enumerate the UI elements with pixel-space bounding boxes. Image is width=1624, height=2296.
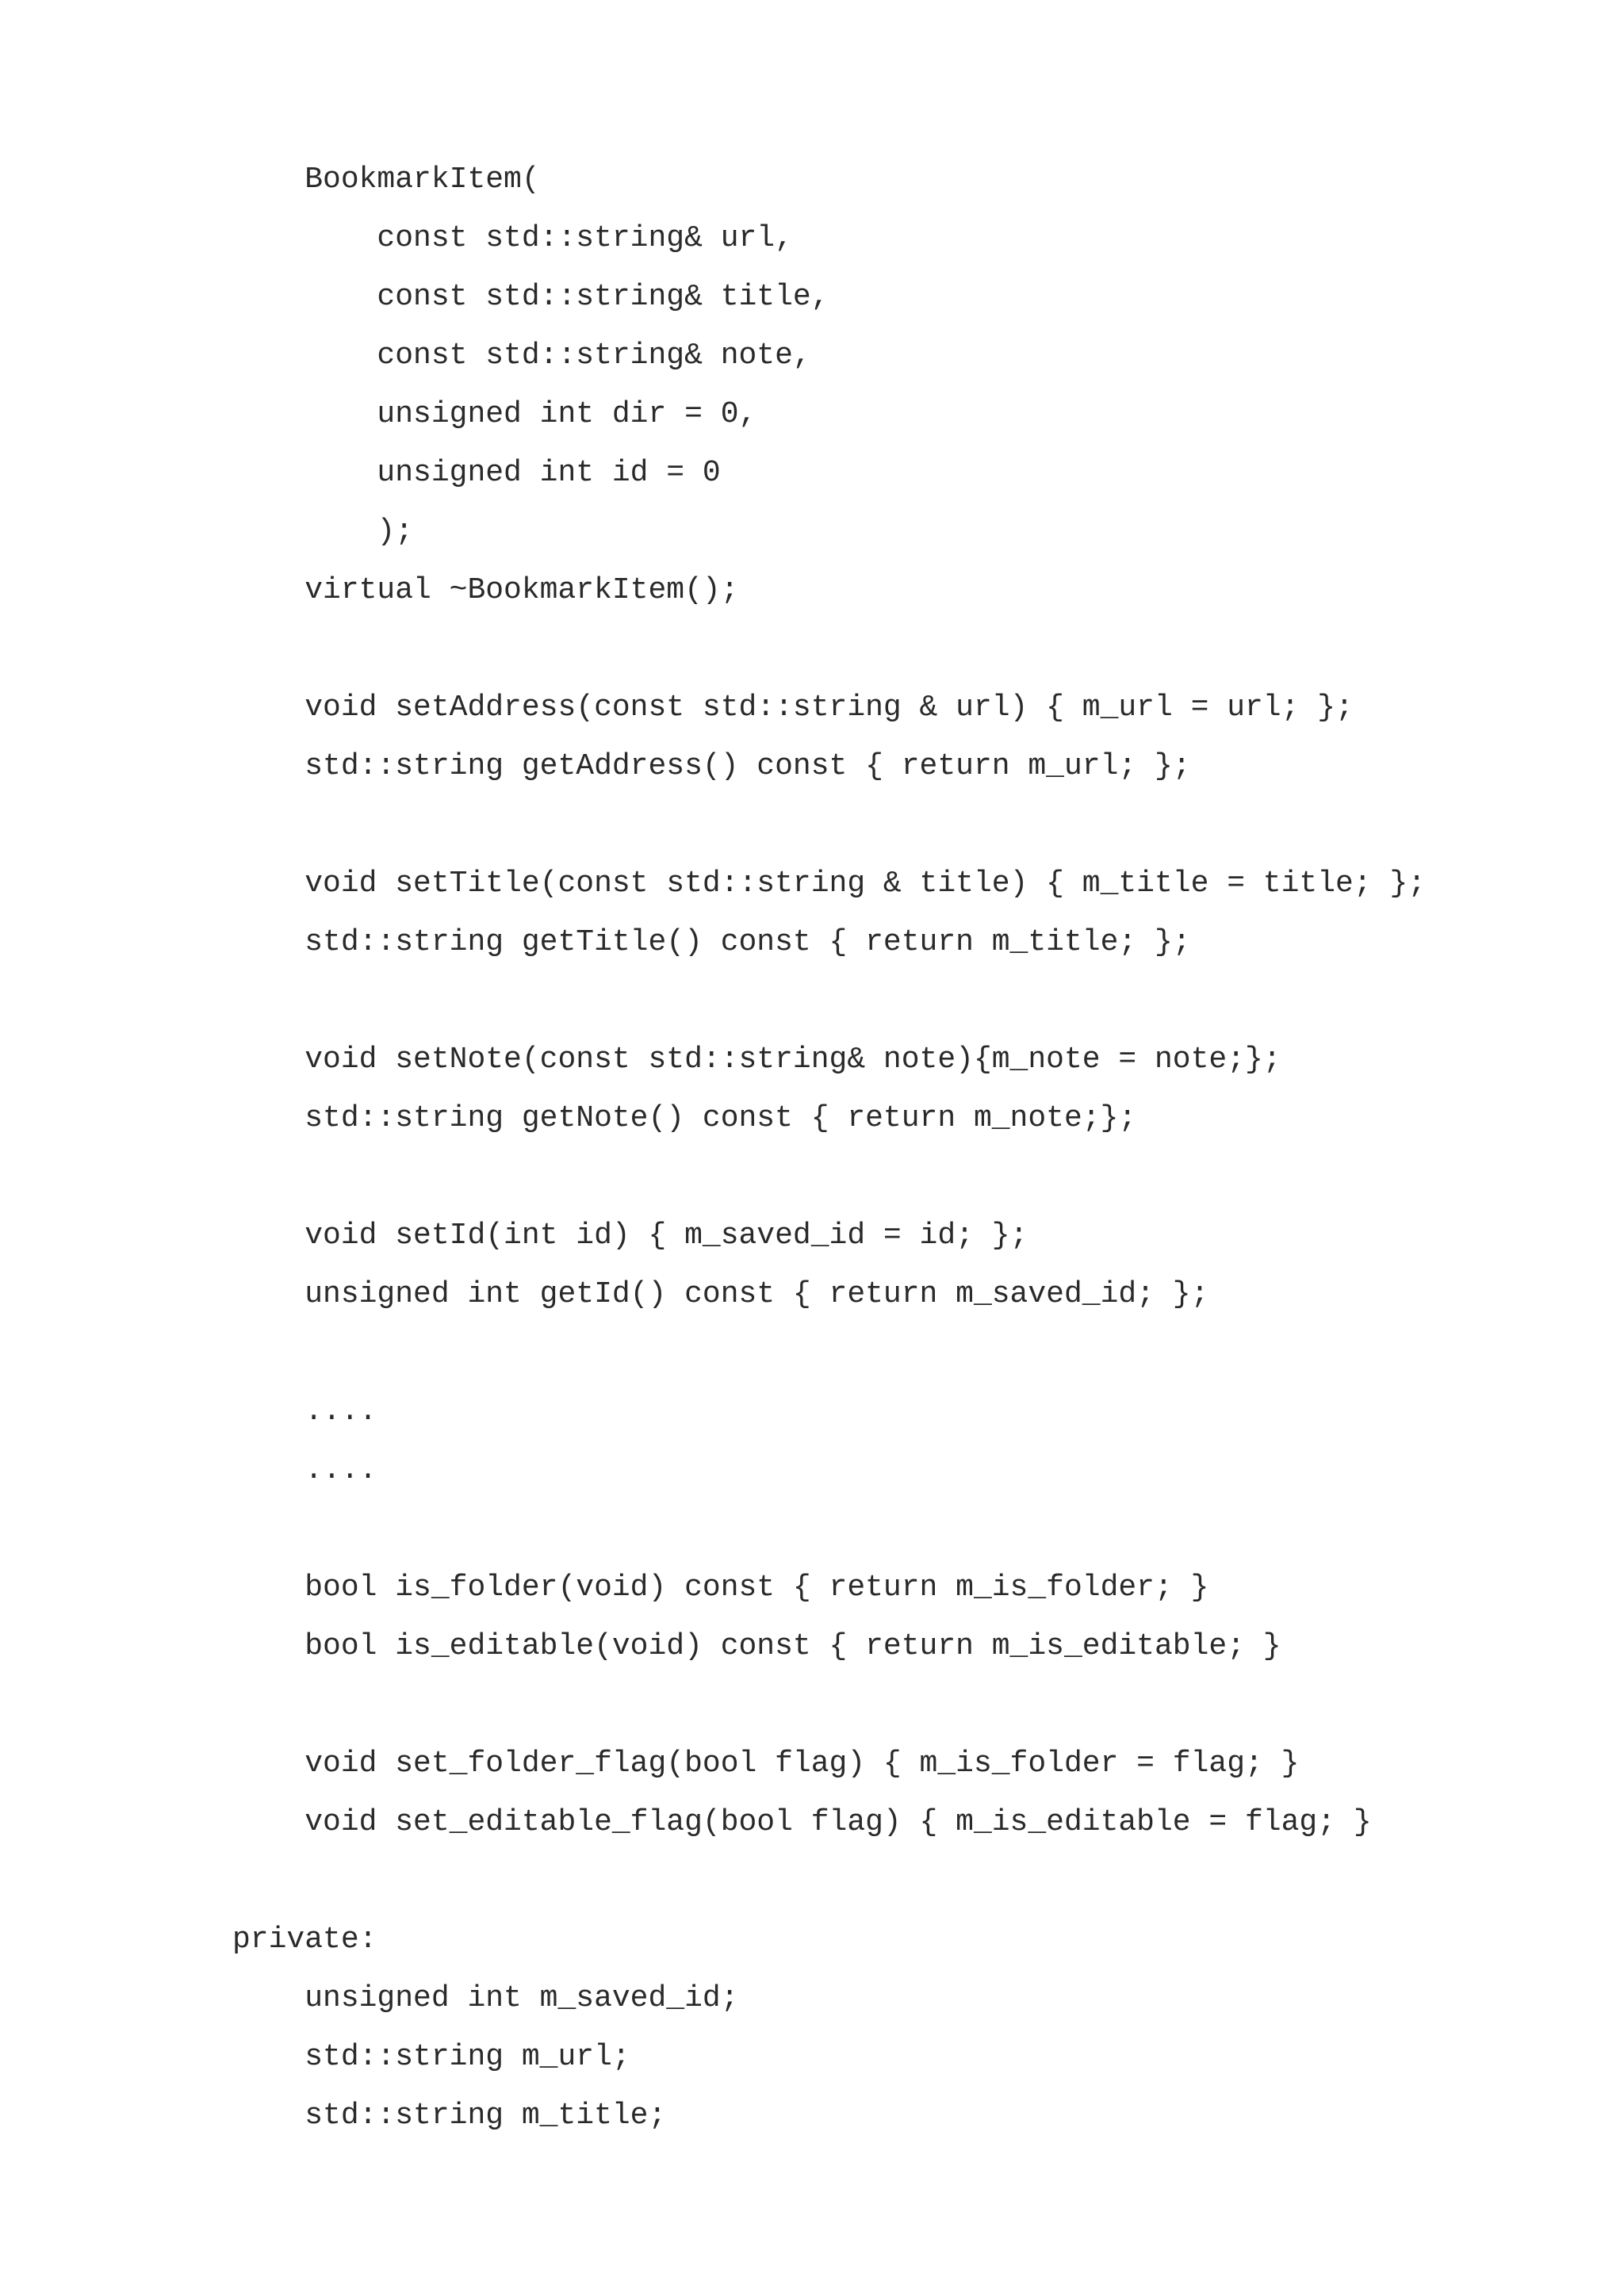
code-line bbox=[232, 1148, 1426, 1207]
code-line: void setId(int id) { m_saved_id = id; }; bbox=[232, 1219, 1028, 1253]
code-line: ); bbox=[232, 515, 414, 549]
code-line bbox=[232, 1852, 1426, 1911]
code-line: const std::string& title, bbox=[232, 280, 829, 314]
code-line: void setAddress(const std::string & url) { m_url = url; }; bbox=[232, 691, 1354, 725]
code-line bbox=[232, 1500, 1426, 1559]
code-line: BookmarkItem( bbox=[232, 163, 540, 197]
code-line: unsigned int dir = 0, bbox=[232, 397, 757, 431]
code-line: std::string m_title; bbox=[232, 2099, 667, 2133]
code-line: void set_folder_flag(bool flag) { m_is_folder = flag; } bbox=[232, 1747, 1300, 1781]
code-line: std::string getAddress() const { return m_url; }; bbox=[232, 749, 1191, 783]
code-line: unsigned int getId() const { return m_saved_id; }; bbox=[232, 1277, 1209, 1311]
code-line: unsigned int id = 0 bbox=[232, 456, 721, 490]
code-line: unsigned int m_saved_id; bbox=[232, 1981, 739, 2015]
code-line: void setTitle(const std::string & title) { m_title = title; }; bbox=[232, 867, 1427, 901]
code-line: .... bbox=[232, 1395, 377, 1429]
code-line: private: bbox=[232, 1923, 377, 1957]
code-line: void set_editable_flag(bool flag) { m_is_editable = flag; } bbox=[232, 1805, 1372, 1839]
code-line: bool is_editable(void) const { return m_is_editable; } bbox=[232, 1629, 1281, 1663]
code-line bbox=[232, 1676, 1426, 1735]
code-line: virtual ~BookmarkItem(); bbox=[232, 573, 739, 607]
code-block bbox=[232, 151, 1426, 2145]
code-line bbox=[232, 972, 1426, 1031]
code-line: .... bbox=[232, 1453, 377, 1487]
code-line: const std::string& url, bbox=[232, 221, 793, 255]
code-line: std::string getTitle() const { return m_title; }; bbox=[232, 925, 1191, 959]
code-line bbox=[232, 620, 1426, 679]
code-line: const std::string& note, bbox=[232, 339, 811, 373]
code-line bbox=[232, 1324, 1426, 1383]
code-line: std::string m_url; bbox=[232, 2040, 630, 2074]
code-line bbox=[232, 796, 1426, 855]
code-line: bool is_folder(void) const { return m_is_folder; } bbox=[232, 1571, 1209, 1605]
code-line: void setNote(const std::string& note){m_note = note;}; bbox=[232, 1043, 1281, 1077]
code-line: std::string getNote() const { return m_note;}; bbox=[232, 1101, 1137, 1135]
